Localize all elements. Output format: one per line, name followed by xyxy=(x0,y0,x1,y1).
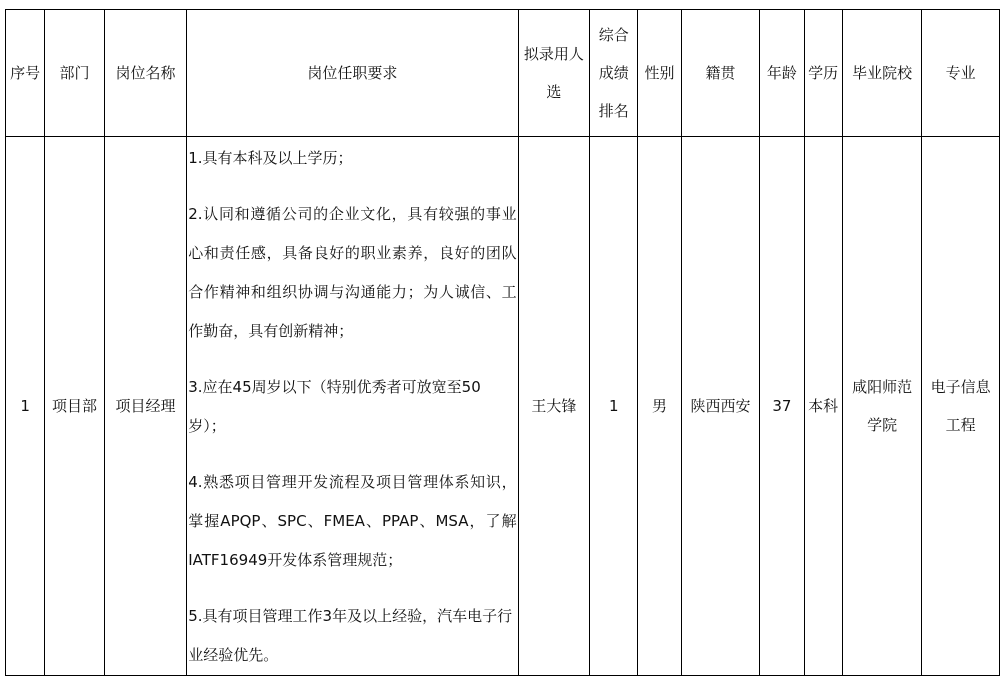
cell-dept: 项目部 xyxy=(45,137,104,676)
requirement-item: 3.应在45周岁以下（特别优秀者可放宽至50岁）； xyxy=(188,378,481,435)
cell-origin: 陕西西安 xyxy=(681,137,760,676)
header-major: 专业 xyxy=(922,10,1000,137)
header-age: 年龄 xyxy=(760,10,804,137)
header-row xyxy=(6,10,1000,137)
cell-edu: 本科 xyxy=(804,137,842,676)
header-dept: 部门 xyxy=(45,10,104,137)
requirement-item: 5.具有项目管理工作3年及以上经验，汽车电子行业经验优先。 xyxy=(188,607,513,664)
cell-requirements xyxy=(187,137,518,676)
cell-candidate: 王大锋 xyxy=(518,137,590,676)
cell-seq: 1 xyxy=(6,137,45,676)
cell-position: 项目经理 xyxy=(104,137,187,676)
cell-rank: 1 xyxy=(590,137,638,676)
header-position: 岗位名称 xyxy=(104,10,187,137)
cell-major: 电子信息工程 xyxy=(922,137,1000,676)
header-school: 毕业院校 xyxy=(842,10,922,137)
header-candidate: 拟录用人选 xyxy=(518,10,590,137)
requirement-item: 4.熟悉项目管理开发流程及项目管理体系知识，掌握APQP、SPC、FMEA、PPAP、MSA，了解IATF16949开发体系管理规范； xyxy=(188,473,517,569)
cell-age: 37 xyxy=(760,137,804,676)
header-rank: 综合成绩排名 xyxy=(590,10,638,137)
table-row xyxy=(6,137,1000,676)
requirement-item: 2.认同和遵循公司的企业文化，具有较强的事业心和责任感，具备良好的职业素养，良好的团队合作精神和组织协调与沟通能力；为人诚信、工作勤奋，具有创新精神； xyxy=(188,205,517,340)
header-edu: 学历 xyxy=(804,10,842,137)
recruitment-table xyxy=(5,9,1000,676)
header-seq: 序号 xyxy=(6,10,45,137)
cell-school: 咸阳师范学院 xyxy=(842,137,922,676)
cell-gender: 男 xyxy=(638,137,681,676)
requirement-item: 1.具有本科及以上学历； xyxy=(188,149,353,167)
header-gender: 性别 xyxy=(638,10,681,137)
header-requirements: 岗位任职要求 xyxy=(187,10,518,137)
header-origin: 籍贯 xyxy=(681,10,760,137)
